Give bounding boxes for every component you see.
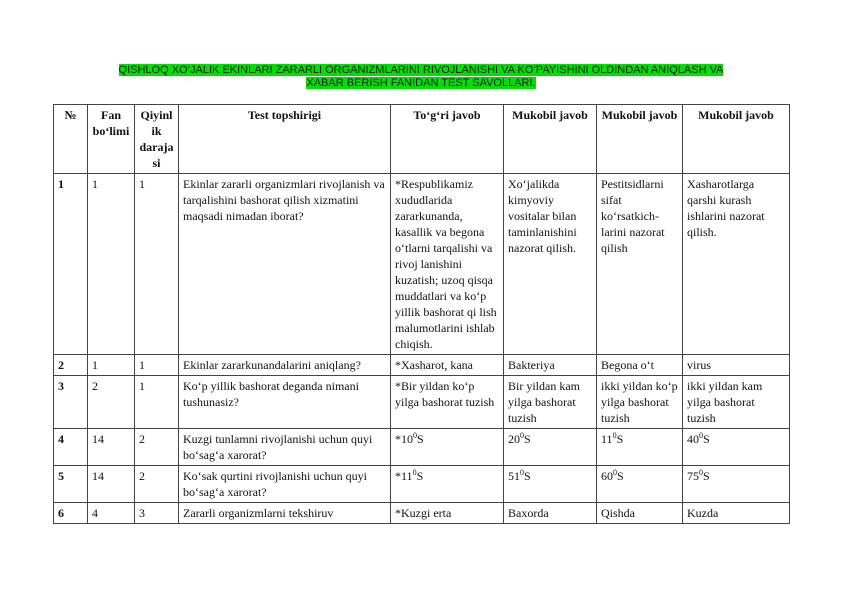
cell-alt-answer-3 [683, 429, 790, 466]
cell-task: Ekinlar zararli organizmlari rivojlanish va tarqalishini bashorat qilish xizmatini maqsadi nimadan iborat? [179, 174, 391, 355]
table-row [54, 466, 790, 503]
cell-alt-answer-3: Xasharotlarga qarshi kurash ishlarini nazorat qilish. [683, 174, 790, 355]
degree-sup: 0 [413, 431, 417, 440]
degree-sup: 0 [699, 431, 703, 440]
cell-correct-answer: *Respublikamiz xududlarida zararkunanda, kasallik va begona o‘tlarni tarqalishi va rivoj lanishini kuzatish; uzoq qisqa muddatlari va ko‘p yillik bashorat qi lish malumotlarini ishlab chiqish. [391, 174, 504, 355]
temp-unit: S [416, 469, 424, 483]
cell-difficulty: 2 [135, 429, 179, 466]
temp-value: 11 [601, 432, 613, 446]
cell-number: 2 [54, 355, 88, 376]
cell-task: Kuzgi tunlamni rivojlanishi uchun quyi bo‘sag‘a xarorat? [179, 429, 391, 466]
degree-sup: 0 [412, 468, 417, 477]
cell-section: 4 [88, 503, 135, 524]
cell-task: Ko‘sak qurtini rivojlanishi uchun quyi bo‘sag‘a xarorat? [179, 466, 391, 503]
cell-section: 1 [88, 174, 135, 355]
cell-alt-answer-2 [597, 429, 683, 466]
temp-value: *11 [395, 469, 413, 483]
cell-task: Zararli organizmlarni tekshiruv [179, 503, 391, 524]
cell-alt-answer-2 [597, 466, 683, 503]
degree-sup: 0 [699, 468, 703, 477]
cell-difficulty: 3 [135, 503, 179, 524]
test-table [53, 104, 790, 524]
cell-alt-answer-1 [504, 429, 597, 466]
temp-value: 40 [687, 432, 699, 446]
table-row [54, 503, 790, 524]
cell-alt-answer-2: Pestitsidlarni sifat ko‘rsatkich-larini nazorat qilish [597, 174, 683, 355]
cell-alt-answer-1: Bir yildan kam yilga bashorat tuzish [504, 376, 597, 429]
temp-unit: S [703, 469, 710, 483]
header-correct-answer: To‘g‘ri javob [391, 105, 504, 174]
cell-alt-answer-3: virus [683, 355, 790, 376]
temp-unit: S [417, 432, 424, 446]
header-difficulty: Qiyinlik darajasi [135, 105, 179, 174]
title-line-2: XABAR BERISH FANIDAN TEST SAVOLLARI. [306, 77, 536, 89]
cell-number: 3 [54, 376, 88, 429]
cell-correct-answer [391, 429, 504, 466]
header-row [54, 105, 790, 174]
cell-correct-answer: *Kuzgi erta [391, 503, 504, 524]
cell-correct-answer: *Bir yildan ko‘p yilga bashorat tuzish [391, 376, 504, 429]
cell-alt-answer-1 [504, 466, 597, 503]
cell-alt-answer-1: Baxorda [504, 503, 597, 524]
cell-number: 1 [54, 174, 88, 355]
degree-sup: 0 [520, 431, 524, 440]
cell-alt-answer-3: ikki yildan kam yilga bashorat tuzish [683, 376, 790, 429]
cell-section: 14 [88, 429, 135, 466]
header-task: Test topshirigi [179, 105, 391, 174]
cell-alt-answer-2: Qishda [597, 503, 683, 524]
table-row [54, 429, 790, 466]
degree-sup: 0 [613, 468, 617, 477]
temp-value: 20 [508, 432, 520, 446]
table-row [54, 355, 790, 376]
temp-unit: S [617, 469, 624, 483]
cell-number: 5 [54, 466, 88, 503]
temp-value: 51 [508, 469, 520, 483]
temp-unit: S [524, 432, 531, 446]
table-row [54, 174, 790, 355]
cell-number: 4 [54, 429, 88, 466]
cell-task: Ko‘p yillik bashorat deganda nimani tushunasiz? [179, 376, 391, 429]
temp-unit: S [616, 432, 624, 446]
cell-section: 14 [88, 466, 135, 503]
cell-difficulty: 1 [135, 174, 179, 355]
temp-value: 75 [687, 469, 699, 483]
header-section: Fan bo‘limi [88, 105, 135, 174]
cell-correct-answer [391, 466, 504, 503]
cell-alt-answer-3: Kuzda [683, 503, 790, 524]
cell-number: 6 [54, 503, 88, 524]
degree-sup: 0 [612, 431, 617, 440]
title-line-1: QISHLOQ XO‘JALIK EKINLARI ZARARLI ORGANIZMLARINI RIVOJLANISHI VA KO‘PAYISHINI OLDINDAN ANIQLASH VA [118, 64, 724, 76]
cell-correct-answer: *Xasharot, kana [391, 355, 504, 376]
cell-alt-answer-1: Xo‘jalikda kimyoviy vositalar bilan taminlanishini nazorat qilish. [504, 174, 597, 355]
temp-value: 60 [601, 469, 613, 483]
header-alt-answer-2: Mukobil javob [597, 105, 683, 174]
cell-difficulty: 1 [135, 376, 179, 429]
header-alt-answer-1: Mukobil javob [504, 105, 597, 174]
temp-value: *10 [395, 432, 413, 446]
cell-difficulty: 2 [135, 466, 179, 503]
cell-alt-answer-1: Bakteriya [504, 355, 597, 376]
cell-alt-answer-2: ikki yildan ko‘p yilga bashorat tuzish [597, 376, 683, 429]
header-number: № [54, 105, 88, 174]
cell-alt-answer-3 [683, 466, 790, 503]
document-title [60, 64, 782, 90]
cell-section: 1 [88, 355, 135, 376]
table-row [54, 376, 790, 429]
cell-section: 2 [88, 376, 135, 429]
cell-task: Ekinlar zararkunandalarini aniqlang? [179, 355, 391, 376]
cell-alt-answer-2: Begona o‘t [597, 355, 683, 376]
cell-difficulty: 1 [135, 355, 179, 376]
temp-unit: S [524, 469, 531, 483]
degree-sup: 0 [520, 468, 524, 477]
header-alt-answer-3: Mukobil javob [683, 105, 790, 174]
temp-unit: S [703, 432, 710, 446]
